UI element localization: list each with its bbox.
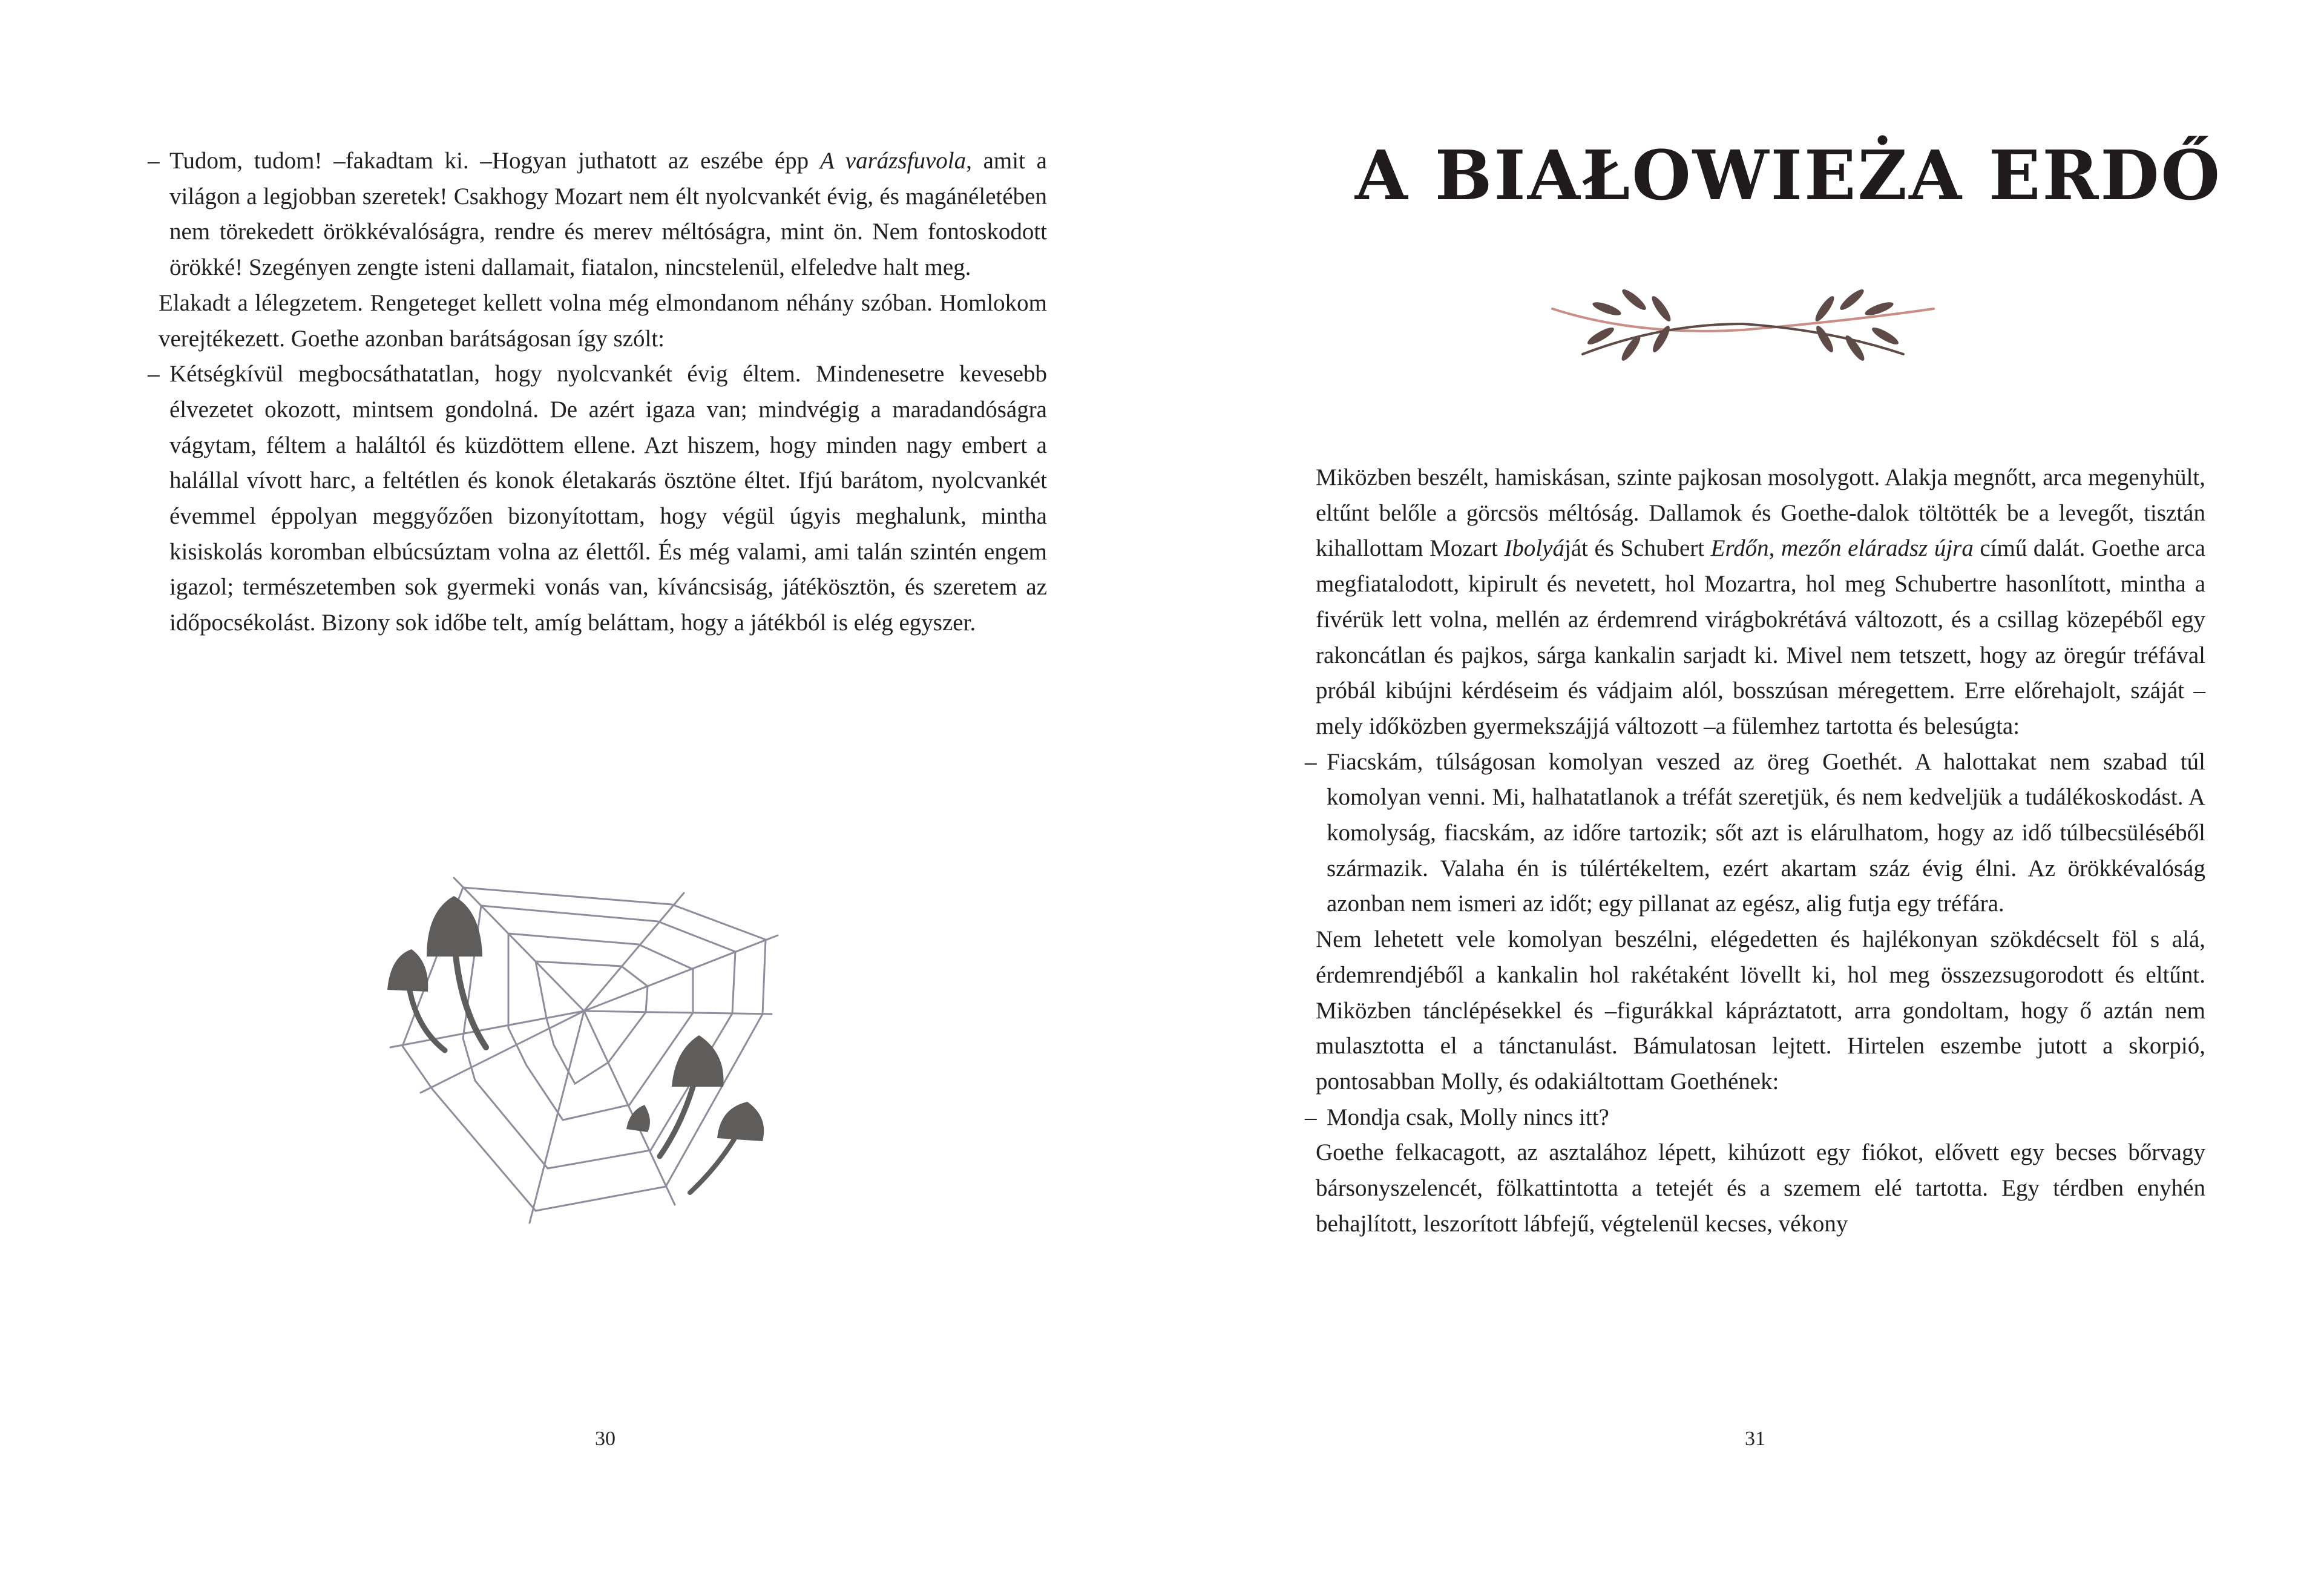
text-run: Nem lehetett vele komolyan beszélni, elégedetten és hajlékonyan szökdécselt föl s alá, érdemrendjéből a kankalin hol rakétaként lövellt ki, hol meg összezsugorodott és eltűnt. Miközben tánclépésekkel és: [1316, 926, 2205, 1024]
dialogue-paragraph: – Tudom, tudom! –fakadtam ki. –Hogyan juthatott az eszébe épp A varázsfuvola, amit a világon a legjobban szeretek! Csakhogy Mozart nem élt nyolcvankét évig, és magánéletében nem törekedett örökkévalóságra, rendre és merev méltóságra, mint ön. Nem fontoskodott örökké! Szegényen zengte isteni dallamait, fiatalon, nincstelenül, elfeledve halt meg.: [159, 143, 1047, 286]
paragraph: Miközben beszélt, hamiskásan, szinte pajkosan mosolygott. Alakja megnőtt, arca megenyhült, eltűnt belőle a görcsös méltóság. Dallamok és Goethe-dalok töltötték be a levegőt, tisztán kihallottam Mozart Ibolyáját és Schubert Erdőn, mezőn eláradsz újra című dalát. Goethe arca megfiatalodott, kipirult és nevetett, hol Mozartra, hol meg Schubertre hasonlított, mintha a fivérük lett volna, mellén az érdemrend virágbokrétává változott, és a csillag közepéből egy rakoncátlan és pajkos, sárga kankalin sarjadt ki. Mivel nem tetszett, hogy az öregúr tréfával próbál kibújni kérdéseim és vádjaim alól, bosszúsan méregettem. Erre előrehajolt, száját –mely időközben gyermekszájjá változott –a fülemhez tartotta és belesúgta:: [1316, 464, 2205, 739]
right-body-text: [1305, 460, 2205, 1242]
text-run: Goethe felkacagott, az asztalához lépett, kihúzott egy fiókot, elővett egy becses bőrvagy bársonyszelencét, fölkattintotta a tetejét és a szemem elé tartotta. Egy térdben enyhén behajlított, leszorított lábfejű, végtelenül kecses, vékony: [1316, 1139, 2205, 1237]
left-body-text: [148, 143, 1047, 641]
text-run: fakadtam ki.: [345, 148, 481, 174]
text-run: mely időközben gyermekszájjá változott: [1316, 713, 1704, 739]
dialogue-paragraph: [148, 357, 1047, 641]
text-run: ját és Schubert: [1564, 535, 1711, 562]
text-run: Hogyan juthatott az eszébe épp: [491, 148, 820, 174]
dialogue-paragraph: [1305, 1100, 2205, 1136]
text-run: Elakadt a lélegzetem. Rengeteget kellett volna még elmondanom néhány szóban. Homlokom verejtékezett. Goethe azonban barátságosan így szólt:: [159, 289, 1047, 352]
page-number-right: 31: [1745, 1428, 1765, 1450]
text-run: Kétségkívül megbocsáthatatlan, hogy nyolcvankét évig éltem. Mindenesetre kevesebb élvezetet okozott, mintsem gondolná. De azért igaza van; mindvégig a maradandóságra vágytam, féltem a haláltól és küzdöttem ellene. Azt hiszem, hogy minden nagy embert a halállal vívott harc, a feltétlen és konok életakarás ösztöne éltet. Ifjú barátom, nyolcvankét évemmel éppolyan meggyőzően bizonyítottam, hogy végül úgyis meghalunk, mintha kisiskolás koromban elbúcsúztam volna az élettől. És még valami, ami talán szintén engem igazol; természetemben sok gyermeki vonás van, kíváncsiság, játékösztön, és szeretem az időpocsékolást. Bizony sok időbe telt, amíg beláttam, hogy a játékból is elég egyszer.: [169, 361, 1047, 636]
text-run: , amit a világon a legjobban szeretek! Csakhogy Mozart nem élt nyolcvankét évig, és magánéletében nem törekedett örökkévalóságra, rendre és merev méltóságra, mint ön. Nem fontoskodott örökké! Szegényen zengte isteni dallamait, fiatalon, nincstelenül, elfeledve halt meg.: [169, 148, 1047, 281]
text-run: a fülemhez tartotta és belesúgta:: [1715, 713, 2020, 739]
dialogue-dash: –: [1305, 748, 1317, 775]
text-run: Tudom, tudom!: [169, 148, 334, 174]
italic-title: Erdőn, mezőn eláradsz újra: [1710, 535, 1974, 562]
paragraph: [159, 286, 1047, 357]
dialogue-paragraph: [1305, 745, 2205, 923]
spiderweb-mushrooms-illustration: [354, 854, 838, 1241]
page-number-left: 30: [595, 1428, 615, 1450]
paragraph: [1316, 1135, 2205, 1242]
italic-title: A varázsfuvola: [819, 148, 967, 174]
right-page: [1162, 0, 2324, 1594]
dialogue-dash: –: [1305, 1104, 1317, 1130]
dialogue-dash: –: [148, 361, 160, 387]
dialogue-dash: –: [148, 148, 160, 174]
text-run: Mondja csak, Molly nincs itt?: [1327, 1104, 1609, 1130]
chapter-title: A BIAŁOWIEŻA ERDŐ: [1354, 136, 2222, 216]
paragraph: Nem lehetett vele komolyan beszélni, elégedetten és hajlékonyan szökdécselt föl s alá, érdemrendjéből a kankalin hol rakétaként lövellt ki, hol meg összezsugorodott és eltűnt. Miközben tánclépésekkel és –figurákkal kápráztatott, arra gondoltam, hogy ő aztán nem mulasztotta el a tánctanulást. Bámulatosan lejtett. Hirtelen eszembe jutott a skorpió, pontosabban Molly, és odakiáltottam Goethének:: [1316, 926, 2205, 1095]
text-run: Miközben beszélt, hamiskásan, szinte pajkosan mosolygott. Alakja megnőtt, arca megenyhült, eltűnt belőle a görcsös méltóság. Dallamok és Goethe-dalok töltötték be a levegőt, tisztán kihallottam Mozart: [1316, 464, 2205, 562]
text-run: figurákkal kápráztatott, arra gondoltam, hogy ő aztán nem mulasztotta el a tánctanulást. Bámulatosan lejtett. Hirtelen eszembe jutott a skorpió, pontosabban Molly, és odakiáltottam Goethének:: [1316, 997, 2205, 1095]
text-run: Fiacskám, túlságosan komolyan veszed az öreg Goethét. A halottakat nem szabad túl komolyan venni. Mi, halhatatlanok a tréfát szeretjük, és nem kedveljük a tudálékoskodást. A komolyság, fiacskám, az időre tartozik; sőt azt is elárulhatom, hogy az idő túlbecsüléséből származik. Valaha én is túlértékeltem, ezért akartam száz évig élni. Az örökkévalóság azonban nem ismeri az időt; egy pillanat az egész, alig futja egy tréfára.: [1327, 748, 2205, 917]
branch-ornament-icon: [1516, 263, 1970, 384]
text-run: című dalát. Goethe arca megfiatalodott, kipirult és nevetett, hol Mozartra, hol meg Schubertre hasonlított, mintha a fivérük lett volna, mellén az érdemrend virágbokrétává változott, és a csillag közepéből egy rakoncátlan és pajkos, sárga kankalin sarjadt ki. Mivel nem tetszett, hogy az öregúr tréfával próbál kibújni kérdéseim és vádjaim alól, bosszúsan méregettem. Erre előrehajolt, száját: [1316, 535, 2205, 704]
italic-title: Ibolyá: [1504, 535, 1564, 562]
